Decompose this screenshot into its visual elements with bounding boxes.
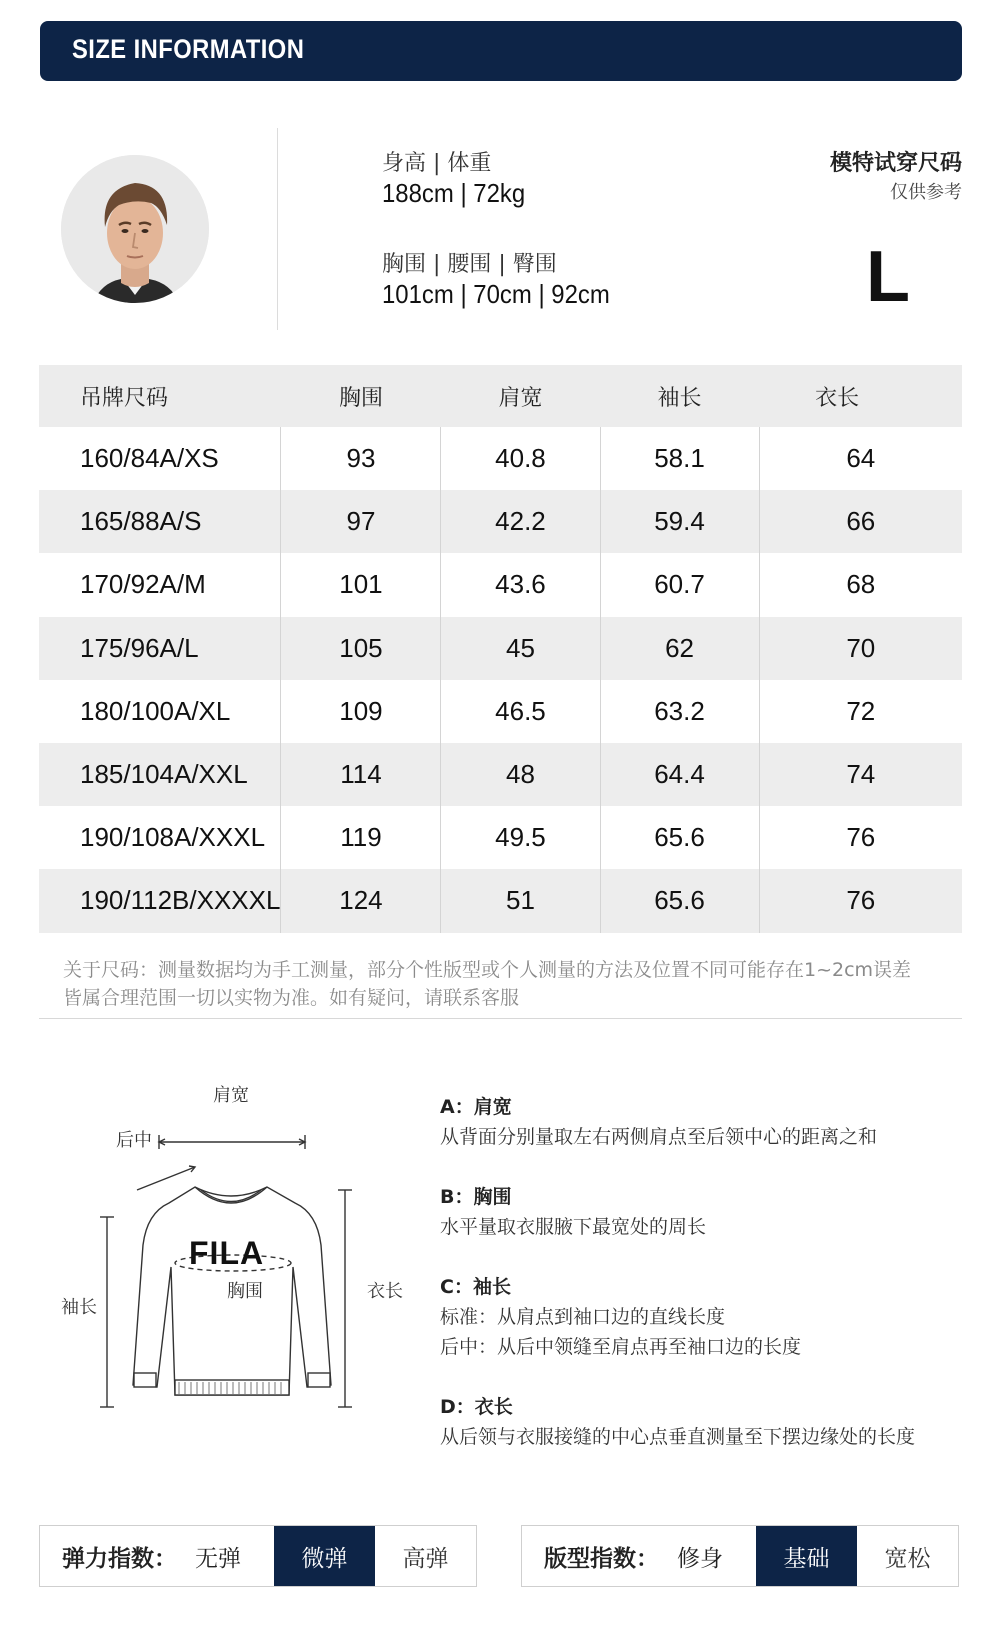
table-row — [39, 680, 962, 743]
desc-length-title: D：衣长 — [440, 1396, 513, 1418]
fit-label — [522, 1526, 756, 1586]
cell-chest: 93 — [281, 427, 441, 490]
body-measure-label: 胸围 | 腰围 | 臀围 — [382, 252, 557, 277]
cell-shoulder: 45 — [441, 617, 600, 680]
table-row — [39, 427, 962, 490]
diagram-label-sleeve: 袖长 — [61, 1297, 97, 1318]
diagram-label-chest: 胸围 — [227, 1281, 263, 1302]
table-row — [39, 806, 962, 869]
desc-length-text: 从后领与衣服接缝的中心点垂直测量至下摆边缘处的长度 — [440, 1426, 916, 1448]
cell-sleeve: 62 — [600, 617, 759, 680]
cell-chest: 101 — [281, 553, 441, 616]
cell-sleeve: 65.6 — [600, 869, 759, 932]
cell-chest: 97 — [281, 490, 441, 553]
elasticity-option-none: 无弹 — [195, 1545, 241, 1572]
model-avatar — [61, 155, 209, 303]
cell-chest: 105 — [281, 617, 441, 680]
size-note — [63, 956, 963, 1012]
diagram-label-shoulder: 肩宽 — [213, 1085, 249, 1106]
model-divider — [277, 128, 278, 330]
elasticity-option-slight: 微弹 — [274, 1526, 375, 1586]
cell-chest: 114 — [281, 743, 441, 806]
height-weight-label: 身高 | 体重 — [382, 151, 492, 176]
note-divider — [39, 1018, 962, 1019]
cell-shoulder: 40.8 — [441, 427, 600, 490]
cell-size: 175/96A/L — [39, 617, 281, 680]
fit-label-text: 版型指数： — [544, 1545, 659, 1572]
desc-chest-title: B：胸围 — [440, 1186, 512, 1208]
cell-sleeve: 60.7 — [600, 553, 759, 616]
desc-shoulder-title: A：肩宽 — [440, 1096, 512, 1118]
size-note-line2: 皆属合理范围一切以实物为准。如有疑问，请联系客服 — [63, 987, 520, 1009]
table-row — [39, 553, 962, 616]
size-note-line1: 关于尺码：测量数据均为手工测量，部分个性版型或个人测量的方法及位置不同可能存在1~2cm误差 — [63, 959, 912, 981]
cell-length: 74 — [759, 743, 962, 806]
cell-shoulder: 51 — [441, 869, 600, 932]
desc-sleeve-title: C：袖长 — [440, 1276, 511, 1298]
cell-length: 70 — [759, 617, 962, 680]
cell-shoulder: 43.6 — [441, 553, 600, 616]
cell-size: 190/112B/XXXXL — [39, 869, 281, 932]
cell-sleeve: 64.4 — [600, 743, 759, 806]
desc-chest — [440, 1182, 706, 1242]
size-table — [39, 365, 962, 933]
diagram-label-back-center: 后中 — [116, 1130, 152, 1151]
cell-length: 66 — [759, 490, 962, 553]
cell-chest: 119 — [281, 806, 441, 869]
height-weight-value: 188cm | 72kg — [382, 178, 526, 208]
cell-sleeve: 63.2 — [600, 680, 759, 743]
fit-option-loose: 宽松 — [884, 1545, 931, 1572]
header-tag-size: 吊牌尺码 — [39, 365, 281, 427]
cell-size: 180/100A/XL — [80, 695, 231, 726]
desc-shoulder-text: 从背面分别量取左右两侧肩点至后领中心的距离之和 — [440, 1126, 878, 1148]
cell-sleeve: 59.4 — [600, 490, 759, 553]
cell-length: 76 — [759, 806, 962, 869]
table-row — [39, 743, 962, 806]
elasticity-option-high: 高弹 — [402, 1545, 449, 1572]
cell-size: 190/108A/XXXL — [80, 822, 266, 853]
elasticity-label — [40, 1526, 274, 1586]
header-sleeve: 袖长 — [600, 365, 759, 427]
model-portrait-image — [61, 155, 209, 303]
table-row — [39, 490, 962, 553]
desc-sleeve — [440, 1272, 801, 1362]
header-shoulder: 肩宽 — [441, 365, 600, 427]
header-title: SIZE INFORMATION — [72, 34, 305, 64]
desc-sleeve-text-standard: 标准：从肩点到袖口边的直线长度 — [440, 1306, 726, 1328]
fila-logo: FILA — [189, 1235, 265, 1271]
trial-size-value: L — [866, 237, 910, 317]
trial-size-note: 仅供参考 — [890, 182, 962, 203]
cell-shoulder: 49.5 — [441, 806, 600, 869]
garment-diagram — [55, 1085, 415, 1420]
size-info-header — [40, 21, 962, 81]
cell-length: 64 — [759, 427, 962, 490]
cell-size: 185/104A/XXL — [39, 743, 281, 806]
cell-size: 165/88A/S — [39, 490, 281, 553]
cell-size: 160/84A/XS — [80, 443, 219, 474]
cell-sleeve: 58.1 — [600, 427, 759, 490]
header-length: 衣长 — [759, 365, 962, 427]
cell-shoulder: 42.2 — [441, 490, 600, 553]
table-row — [39, 617, 962, 680]
table-row — [39, 869, 962, 932]
fit-index — [521, 1525, 959, 1587]
body-measure-value: 101cm | 70cm | 92cm — [382, 279, 610, 309]
cell-length: 76 — [759, 869, 962, 932]
elasticity-index — [39, 1525, 477, 1587]
cell-shoulder: 46.5 — [441, 680, 600, 743]
cell-length: 68 — [759, 553, 962, 616]
header-chest: 胸围 — [281, 365, 441, 427]
elasticity-label-text: 弹力指数： — [62, 1545, 177, 1572]
cell-chest: 109 — [281, 680, 441, 743]
fit-option-regular: 基础 — [756, 1526, 857, 1586]
cell-size: 170/92A/M — [80, 569, 206, 600]
desc-chest-text: 水平量取衣服腋下最宽处的周长 — [440, 1216, 707, 1238]
cell-length: 72 — [759, 680, 962, 743]
cell-shoulder: 48 — [441, 743, 600, 806]
table-header-row — [39, 365, 962, 427]
desc-shoulder — [440, 1092, 877, 1152]
desc-sleeve-text-back-center: 后中：从后中领缝至肩点再至袖口边的长度 — [440, 1336, 802, 1358]
trial-size-title: 模特试穿尺码 — [829, 151, 962, 176]
cell-sleeve: 65.6 — [600, 806, 759, 869]
cell-chest: 124 — [281, 869, 441, 932]
fit-option-slim: 修身 — [677, 1545, 723, 1572]
diagram-label-length: 衣长 — [367, 1281, 403, 1302]
desc-length — [440, 1392, 915, 1452]
